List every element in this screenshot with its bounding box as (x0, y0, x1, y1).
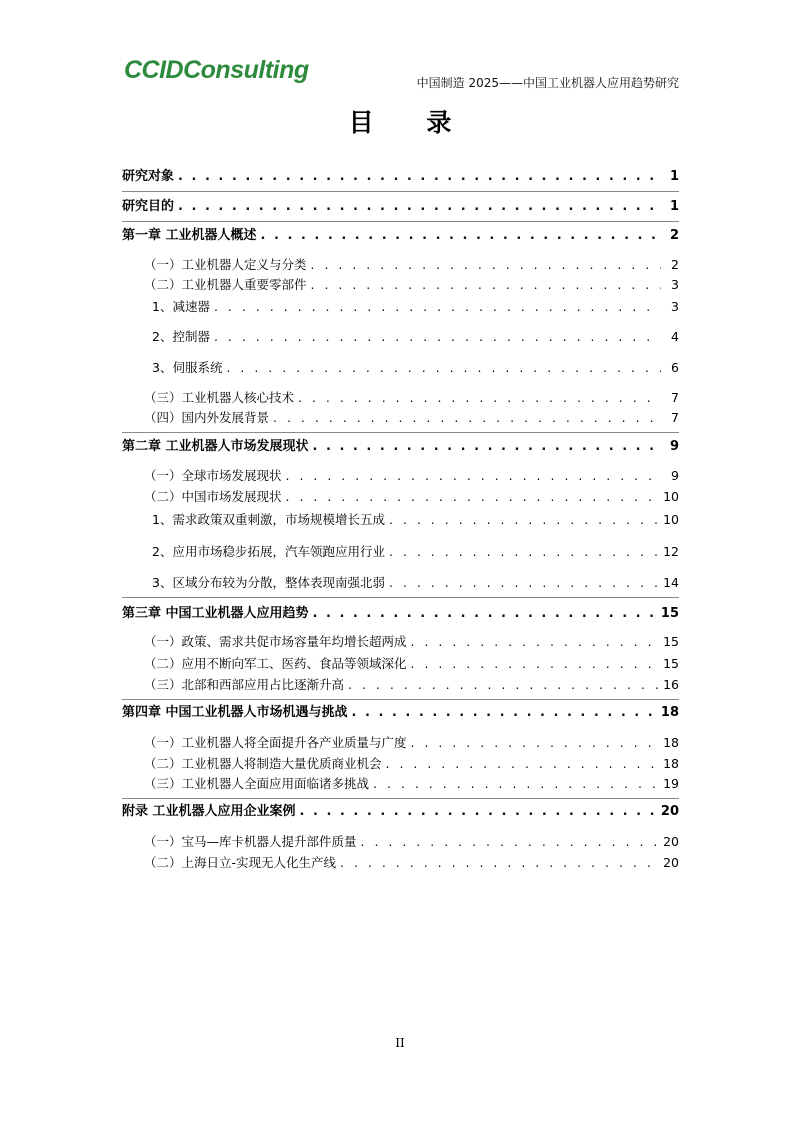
toc-entry-page: 1 (669, 169, 679, 184)
toc-dot-leader (313, 437, 661, 457)
toc-entry-label: （二）工业机器人将制造大量优质商业机会 (144, 756, 382, 771)
toc-entry-page: 7 (671, 410, 679, 425)
toc-entry-page: 14 (663, 575, 679, 590)
toc-entry-page: 18 (660, 705, 679, 720)
toc-dot-leader (389, 573, 659, 593)
toc-chapter-entry[interactable] (122, 437, 679, 457)
toc-entry-label: 3、区域分布较为分散，整体表现南强北弱 (152, 575, 385, 590)
toc-entry[interactable] (122, 408, 679, 428)
toc-dot-leader (352, 703, 657, 723)
toc-dot-leader (386, 754, 660, 774)
toc-entry-page: 3 (671, 299, 679, 314)
toc-entry[interactable] (122, 466, 679, 486)
toc-divider (122, 597, 679, 598)
toc-dot-leader (348, 675, 659, 695)
toc-dot-leader (411, 632, 660, 652)
toc-entry[interactable] (122, 733, 679, 753)
toc-entry[interactable] (122, 675, 679, 695)
toc-entry[interactable] (122, 832, 679, 852)
ccid-logo: CCIDConsulting (124, 56, 309, 84)
toc-divider (122, 221, 679, 222)
toc-entry[interactable] (122, 654, 679, 674)
toc-divider (122, 699, 679, 700)
toc-dot-leader (311, 255, 661, 275)
toc-entry-page: 19 (663, 776, 679, 791)
toc-entry-page: 4 (671, 329, 679, 344)
toc-entry-label: 2、应用市场稳步拓展，汽车领跑应用行业 (152, 544, 385, 559)
toc-entry-label: （二）上海日立-实现无人化生产线 (144, 855, 337, 870)
toc-entry-page: 15 (663, 656, 679, 671)
toc-entry-page: 2 (671, 257, 679, 272)
toc-dot-leader (298, 388, 661, 408)
toc-entry-page: 9 (669, 439, 679, 454)
toc-entry[interactable] (122, 297, 679, 317)
toc-entry-label: 第四章 中国工业机器人市场机遇与挑战 (122, 705, 348, 720)
toc-entry-page: 1 (669, 199, 679, 214)
toc-entry-page: 6 (671, 360, 679, 375)
toc-divider (122, 432, 679, 433)
toc-entry-label: 1、需求政策双重刺激，市场规模增长五成 (152, 512, 385, 527)
toc-dot-leader (226, 358, 661, 378)
toc-dot-leader (300, 802, 657, 822)
toc-entry-label: （二）中国市场发展现状 (144, 489, 282, 504)
toc-dot-leader (313, 604, 657, 624)
toc-dot-leader (411, 733, 660, 753)
toc-entry-label: 1、减速器 (152, 299, 210, 314)
toc-dot-leader (214, 327, 661, 347)
toc-entry-page: 20 (660, 804, 679, 819)
toc-chapter-entry[interactable] (122, 197, 679, 217)
toc-entry-label: （一）政策、需求共促市场容量年均增长超两成 (144, 634, 407, 649)
toc-entry[interactable] (122, 487, 679, 507)
toc-dot-leader (389, 510, 659, 530)
toc-entry-label: 第二章 工业机器人市场发展现状 (122, 439, 309, 454)
toc-entry-page: 2 (669, 228, 679, 243)
toc-entry[interactable] (122, 255, 679, 275)
toc-entry-page: 9 (671, 468, 679, 483)
toc-entry-page: 3 (671, 277, 679, 292)
toc-chapter-entry[interactable] (122, 703, 679, 723)
toc-dot-leader (389, 542, 659, 562)
toc-divider (122, 798, 679, 799)
toc-entry-label: （一）工业机器人将全面提升各产业质量与广度 (144, 735, 407, 750)
toc-dot-leader (361, 832, 660, 852)
toc-dot-leader (178, 197, 661, 217)
toc-entry-label: 3、伺服系统 (152, 360, 223, 375)
page-title: 目 录 (348, 108, 474, 137)
toc-entry-page: 20 (663, 834, 679, 849)
toc-entry[interactable] (122, 275, 679, 295)
toc-entry-page: 10 (663, 489, 679, 504)
toc-entry-page: 18 (663, 735, 679, 750)
toc-entry-page: 18 (663, 756, 679, 771)
toc-entry[interactable] (122, 573, 679, 593)
toc-entry-label: 附录 工业机器人应用企业案例 (122, 804, 296, 819)
toc-chapter-entry[interactable] (122, 604, 679, 624)
toc-dot-leader (311, 275, 661, 295)
toc-entry-label: （二）工业机器人重要零部件 (144, 277, 307, 292)
toc-entry-label: 研究对象 (122, 169, 175, 184)
toc-divider (122, 191, 679, 192)
toc-dot-leader (286, 487, 660, 507)
toc-entry-label: （三）北部和西部应用占比逐渐升高 (144, 677, 345, 692)
toc-entry[interactable] (122, 754, 679, 774)
toc-entry-label: （三）工业机器人全面应用面临诸多挑战 (144, 776, 370, 791)
toc-dot-leader (178, 167, 661, 187)
toc-entry-label: 第一章 工业机器人概述 (122, 228, 257, 243)
toc-chapter-entry[interactable] (122, 167, 679, 187)
toc-entry-page: 16 (663, 677, 679, 692)
toc-entry-label: （四）国内外发展背景 (144, 410, 270, 425)
toc-dot-leader (214, 297, 661, 317)
toc-entry-label: （二）应用不断向军工、医药、食品等领域深化 (144, 656, 407, 671)
toc-entry-label: （一）工业机器人定义与分类 (144, 257, 307, 272)
toc-dot-leader (273, 408, 661, 428)
toc-entry-page: 12 (663, 544, 679, 559)
report-header-title: 中国制造 2025——中国工业机器人应用趋势研究 (416, 76, 679, 90)
toc-dot-leader (411, 654, 660, 674)
toc-entry[interactable] (122, 542, 679, 562)
toc-chapter-entry[interactable] (122, 226, 679, 246)
toc-dot-leader (261, 226, 661, 246)
toc-entry-label: 2、控制器 (152, 329, 210, 344)
toc-entry-label: （三）工业机器人核心技术 (144, 390, 295, 405)
toc-dot-leader (373, 774, 659, 794)
toc-entry-page: 10 (663, 512, 679, 527)
toc-entry[interactable] (122, 774, 679, 794)
toc-entry[interactable] (122, 327, 679, 347)
toc-entry[interactable] (122, 632, 679, 652)
page-number: II (395, 1036, 405, 1050)
toc-entry-page: 15 (663, 634, 679, 649)
toc-dot-leader (340, 853, 659, 873)
toc-entry[interactable] (122, 510, 679, 530)
toc-chapter-entry[interactable] (122, 802, 679, 822)
toc-entry[interactable] (122, 388, 679, 408)
toc-entry[interactable] (122, 358, 679, 378)
toc-entry[interactable] (122, 853, 679, 873)
toc-entry-label: （一）全球市场发展现状 (144, 468, 282, 483)
toc-entry-page: 7 (671, 390, 679, 405)
toc-entry-label: （一）宝马—库卡机器人提升部件质量 (144, 834, 357, 849)
toc-entry-label: 第三章 中国工业机器人应用趋势 (122, 606, 309, 621)
toc-dot-leader (286, 466, 661, 486)
toc-entry-page: 15 (660, 606, 679, 621)
toc-entry-label: 研究目的 (122, 199, 175, 214)
toc-entry-page: 20 (663, 855, 679, 870)
